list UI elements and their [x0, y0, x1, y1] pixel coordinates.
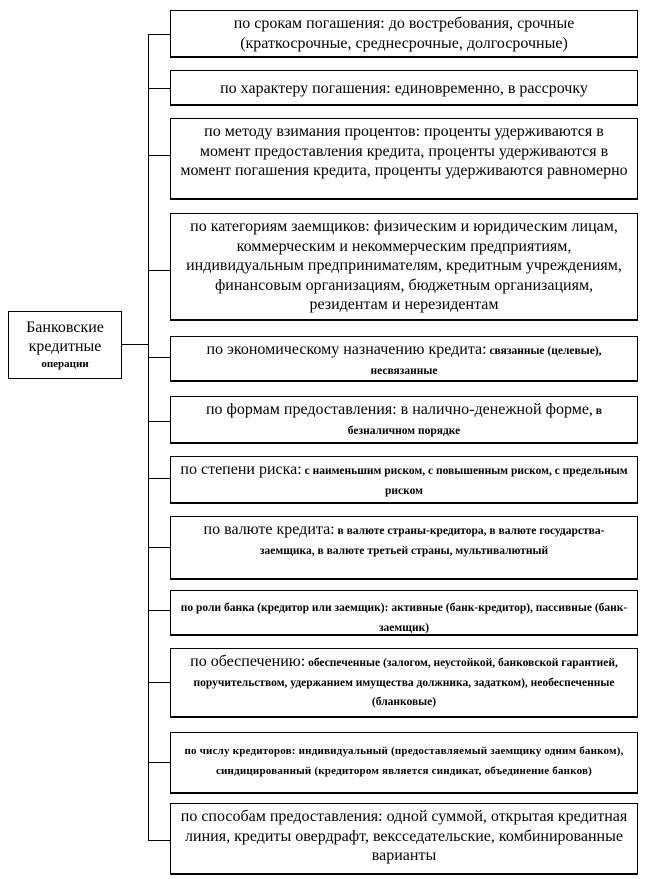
connector-branch-5 — [148, 357, 170, 358]
category-1-lead: по срокам погашения: до востребования, срочные (краткосрочные, среднесрочные, долгосрочные) — [233, 15, 575, 52]
category-box-4 — [170, 213, 638, 321]
category-6-lead: по формам предоставления: в налично-денежной форме, — [205, 401, 593, 418]
category-box-7 — [170, 456, 638, 504]
category-box-8 — [170, 516, 638, 580]
category-4-lead: по категориям заемщиков: физическим и юридическим лицам, коммерческим и некоммерческим предприятиям, индивидуальным предпринимателям, кредитным учреждениям, финансовым организациям, бюджетным организациям, резидентам и нерезидентам — [186, 218, 622, 314]
connector-branch-7 — [148, 478, 170, 479]
connector-branch-3 — [148, 155, 170, 156]
category-box-12 — [170, 803, 638, 875]
root-node — [8, 311, 122, 379]
connector-branch-1 — [148, 34, 170, 35]
category-box-1 — [170, 10, 638, 58]
connector-branch-12 — [148, 840, 170, 841]
category-5-rest: связанные (целевые), несвязанные — [370, 345, 602, 377]
connector-branch-10 — [148, 682, 170, 683]
connector-branch-2 — [148, 88, 170, 89]
connector-branch-11 — [148, 762, 170, 763]
connector-root — [122, 344, 148, 345]
category-7-lead: по степени риска: — [180, 461, 302, 478]
category-box-10 — [170, 648, 638, 718]
connector-branch-6 — [148, 421, 170, 422]
category-10-lead: по обеспечению: — [190, 653, 306, 670]
category-11-rest: по числу кредиторов: индивидуальный (предоставляемый заемщику одним банком), синдицированный (кредитором является синдикат, объединение банков) — [184, 745, 624, 777]
category-9-rest: по роли банка (кредитор или заемщик): активные (банк-кредитор), пассивные (банк-заемщик) — [180, 602, 628, 634]
category-box-2 — [170, 70, 638, 106]
connector-branch-9 — [148, 610, 170, 611]
category-12-lead: по способам предоставления: одной суммой, открытая кредитная линия, кредиты овердрафт, вексседательские, комбинированные варианты — [180, 808, 628, 865]
category-2-lead: по характеру погашения: единовременно, в рассрочку — [220, 80, 588, 97]
category-box-3 — [170, 118, 638, 200]
category-box-6 — [170, 396, 638, 444]
root-line-2: кредитные — [28, 337, 102, 355]
category-5-lead: по экономическому назначению кредита: — [206, 341, 487, 358]
category-8-rest: в валюте страны-кредитора, в валюте государства-заемщика, в валюте третьей страны, мультивалютный — [259, 525, 605, 557]
root-line-3: операции — [41, 358, 89, 371]
category-box-5 — [170, 336, 638, 382]
category-box-11 — [170, 732, 638, 794]
category-3-lead: по методу взимания процентов: проценты удерживаются в момент предоставления кредита, проценты удерживаются в момент погашения кредита, проценты удерживаются равномерно — [180, 123, 628, 180]
category-box-9 — [170, 590, 638, 636]
category-10-rest: обеспеченные (залогом, неустойкой, банковской гарантией, поручительством, удержанием имущества должника, задатком), необеспеченные (бланковые) — [193, 657, 618, 709]
connector-branch-4 — [148, 270, 170, 271]
category-7-rest: с наименьшим риском, с повышенным риском, с предельным риском — [301, 465, 628, 497]
category-6-rest: в безналичном порядке — [347, 405, 603, 437]
connector-branch-8 — [148, 547, 170, 548]
root-line-1: Банковские — [26, 319, 104, 337]
category-8-lead: по валюте кредита: — [203, 521, 335, 538]
